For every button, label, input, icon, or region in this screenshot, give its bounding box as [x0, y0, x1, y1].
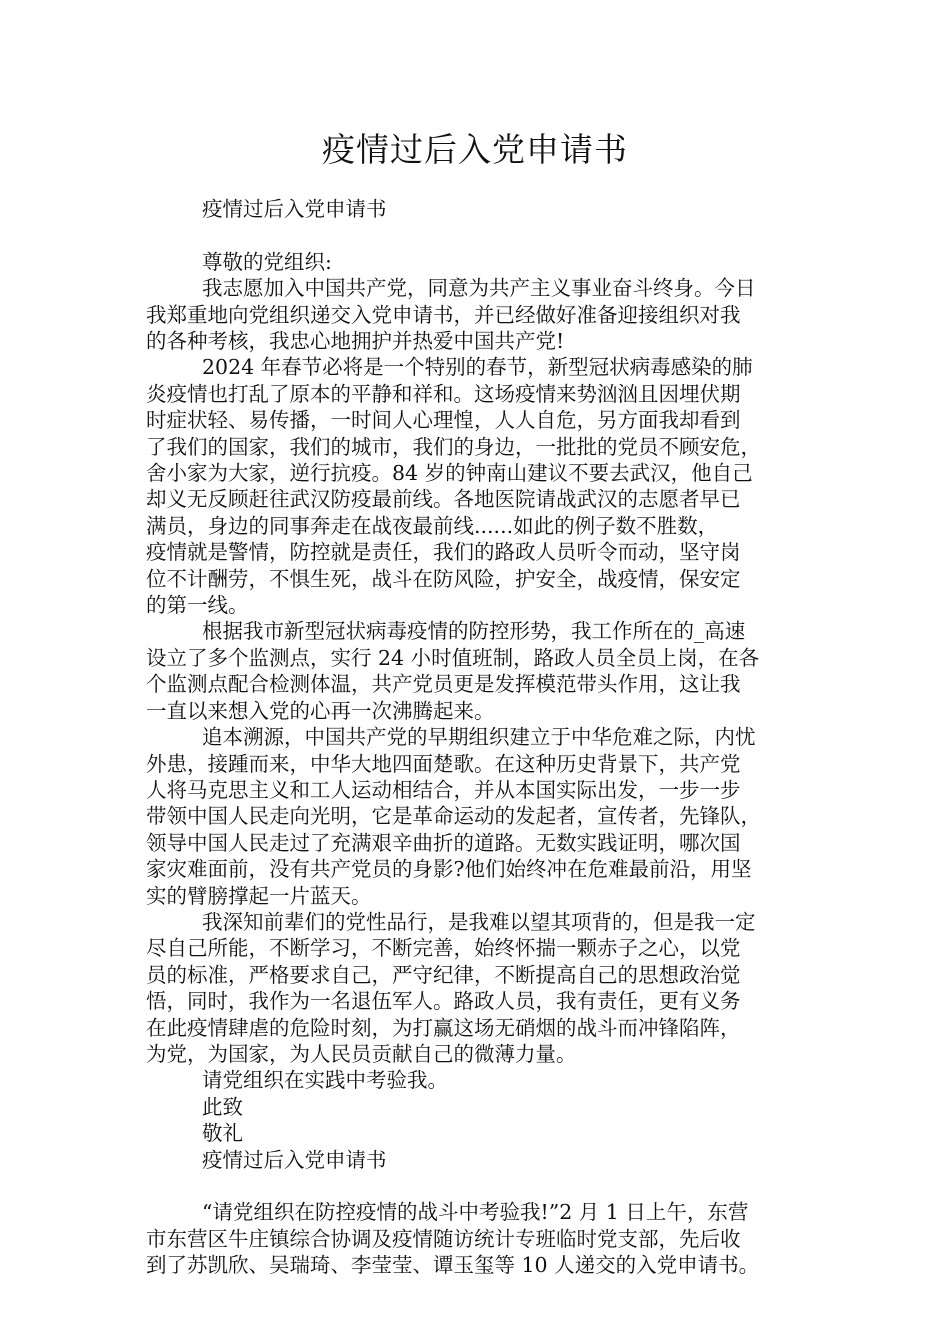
paragraph — [146, 618, 810, 724]
text-line: 到了苏凯欣、吴瑞琦、李莹莹、谭玉玺等 10 人递交的入党申请书。 — [146, 1253, 760, 1278]
text-line: 根据我市新型冠状病毒疫情的防控形势，我工作所在的_高速 — [202, 619, 746, 644]
spacer — [146, 222, 810, 248]
text-line: 为党，为国家，为人民员贡献自己的微薄力量。 — [146, 1041, 577, 1066]
salutation: 尊敬的党组织: — [202, 249, 332, 274]
text-line: 个监测点配合检测体温，共产党员更是发挥模范带头作用，这让我 — [146, 672, 741, 697]
text-line: 的各种考核，我忠心地拥护并热爱中国共产党! — [146, 329, 565, 354]
text-line: “请党组织在防控疫情的战斗中考验我!”2 月 1 日上午，东营 — [202, 1200, 749, 1225]
text-line: 疫情就是警情，防控就是责任，我们的路政人员听令而动，坚守岗 — [146, 540, 741, 565]
paragraph — [146, 909, 810, 1067]
text-line: 悟，同时，我作为一名退伍军人。路政人员，我有责任，更有义务 — [146, 989, 741, 1014]
text-line: 了我们的国家，我们的城市，我们的身边，一批批的党员不顾安危， — [146, 434, 761, 459]
closing-regards: 敬礼 — [202, 1121, 243, 1146]
text-line: 我郑重地向党组织递交入党申请书，并已经做好准备迎接组织对我 — [146, 302, 741, 327]
second-heading: 疫情过后入党申请书 — [202, 1147, 387, 1172]
text-line: 时症状轻、易传播，一时间人心理惶，人人自危，另方面我却看到 — [146, 408, 741, 433]
subtitle: 疫情过后入党申请书 — [202, 197, 387, 221]
text-line: 舍小家为大家，逆行抗疫。84 岁的钟南山建议不要去武汉，他自己 — [146, 461, 753, 486]
news-paragraph — [146, 1199, 810, 1278]
text-line: 市东营区牛庄镇综合协调及疫情随访统计专班临时党支部，先后收 — [146, 1226, 741, 1251]
closing-request: 请党组织在实践中考验我。 — [202, 1068, 448, 1093]
text-line: 却义无反顾赶往武汉防疫最前线。各地医院请战武汉的志愿者早已 — [146, 487, 741, 512]
text-line: 追本溯源，中国共产党的早期组织建立于中华危难之际，内忧 — [202, 725, 756, 750]
text-line: 位不计酬劳，不惧生死，战斗在防风险，护安全，战疫情，保安定 — [146, 566, 741, 591]
text-line: 带领中国人民走向光明，它是革命运动的发起者，宣传者，先锋队， — [146, 804, 761, 829]
text-line: 实的臂膀撑起一片蓝天。 — [146, 883, 372, 908]
text-line: 我深知前辈们的党性品行，是我难以望其项背的，但是我一定 — [202, 909, 756, 934]
text-line: 在此疫情肆虐的危险时刻，为打赢这场无硝烟的战斗而冲锋陷阵， — [146, 1015, 741, 1040]
text-line: 外患，接踵而来，中华大地四面楚歌。在这种历史背景下，共产党 — [146, 751, 741, 776]
paragraph — [146, 275, 810, 354]
page-title: 疫情过后入党申请书 — [322, 130, 628, 169]
text-line: 人将马克思主义和工人运动相结合，并从本国实际出发，一步一步 — [146, 777, 741, 802]
spacer — [146, 1173, 810, 1199]
text-line: 家灾难面前，没有共产党员的身影?他们始终冲在危难最前沿，用坚 — [146, 857, 752, 882]
text-line: 领导中国人民走过了充满艰辛曲折的道路。无数实践证明，哪次国 — [146, 830, 741, 855]
text-line: 设立了多个监测点，实行 24 小时值班制，路政人员全员上岗，在各 — [146, 645, 760, 670]
text-line: 我志愿加入中国共产党，同意为共产主义事业奋斗终身。今日 — [202, 276, 756, 301]
text-line: 2024 年春节必将是一个特别的春节，新型冠状病毒感染的肺 — [202, 355, 753, 380]
text-line: 炎疫情也打乱了原本的平静和祥和。这场疫情来势汹汹且因埋伏期 — [146, 381, 741, 406]
text-line: 员的标准，严格要求自己，严守纪律，不断提高自己的思想政治觉 — [146, 962, 741, 987]
text-line: 尽自己所能，不断学习，不断完善，始终怀揣一颗赤子之心，以党 — [146, 936, 741, 961]
text-line: 的第一线。 — [146, 593, 249, 618]
paragraph — [146, 354, 810, 618]
text-line: 满员，身边的同事奔走在战夜最前线......如此的例子数不胜数， — [146, 513, 719, 538]
document-body — [146, 196, 810, 1279]
closing-salutation: 此致 — [202, 1094, 243, 1119]
text-line: 一直以来想入党的心再一次沸腾起来。 — [146, 698, 495, 723]
paragraph — [146, 724, 810, 909]
